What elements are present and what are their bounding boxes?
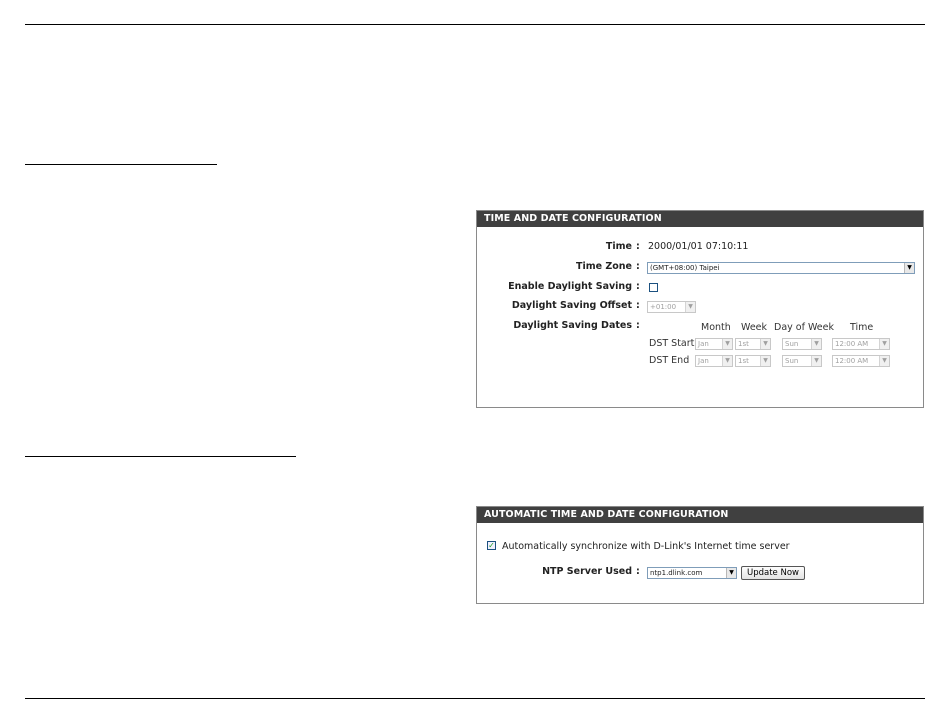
colon: : [636,241,640,252]
dst-end-week-select[interactable] [735,355,771,367]
chevron-down-icon: ▼ [879,339,889,349]
section-heading-underline-1 [25,164,217,165]
timezone-select-value: (GMT+08:00) Taipei [650,264,720,272]
colon: : [636,320,640,331]
chevron-down-icon: ▼ [760,356,770,366]
section-heading-underline-2 [25,456,296,457]
chevron-down-icon: ▼ [726,568,736,578]
chevron-down-icon: ▼ [904,263,914,273]
dst-end-week-value: 1st [738,357,749,365]
checkmark-icon: ✓ [488,541,495,550]
daylight-saving-checkbox[interactable] [649,283,658,292]
chevron-down-icon: ▼ [811,356,821,366]
column-header-month: Month [701,322,731,333]
ntp-server-select[interactable] [647,567,737,579]
daylight-dates-label: Daylight Saving Dates [513,320,632,331]
dst-end-time-value: 12:00 AM [835,357,869,365]
ntp-server-value: ntp1.dlink.com [650,569,703,577]
chevron-down-icon: ▼ [722,356,732,366]
chevron-down-icon: ▼ [685,302,695,312]
dst-start-week-value: 1st [738,340,749,348]
panel-header: AUTOMATIC TIME AND DATE CONFIGURATION [477,507,923,523]
bottom-rule [25,698,925,699]
daylight-offset-label: Daylight Saving Offset [511,300,632,311]
dst-end-month-value: Jan [698,357,709,365]
auto-time-date-config-panel [476,506,924,604]
colon: : [636,300,640,311]
auto-sync-label: Automatically synchronize with D-Link's Internet time server [502,541,790,552]
dst-start-week-select[interactable] [735,338,771,350]
dst-end-time-select[interactable] [832,355,890,367]
time-value: 2000/01/01 07:10:11 [648,241,749,252]
time-label: Time [605,241,632,252]
dst-end-label: DST End [649,355,690,366]
chevron-down-icon: ▼ [879,356,889,366]
chevron-down-icon: ▼ [760,339,770,349]
column-header-week: Week [741,322,768,333]
dst-start-month-select[interactable] [695,338,733,350]
daylight-offset-value: +01:00 [650,303,677,311]
column-header-day-of-week: Day of Week [774,322,834,333]
dst-start-day-value: Sun [785,340,799,348]
timezone-select[interactable] [647,262,915,274]
colon: : [636,261,640,272]
colon: : [636,566,640,577]
dst-end-month-select[interactable] [695,355,733,367]
dst-start-label: DST Start [649,338,695,349]
dst-end-day-value: Sun [785,357,799,365]
chevron-down-icon: ▼ [811,339,821,349]
panel-header: TIME AND DATE CONFIGURATION [477,211,923,227]
column-header-time: Time [850,322,874,333]
ntp-server-label: NTP Server Used [542,566,632,577]
dst-start-time-select[interactable] [832,338,890,350]
dst-end-day-select[interactable] [782,355,822,367]
daylight-saving-label: Enable Daylight Saving [508,281,632,292]
timezone-label: Time Zone [575,261,632,272]
colon: : [636,281,640,292]
top-rule [25,24,925,25]
dst-start-month-value: Jan [698,340,709,348]
dst-start-day-select[interactable] [782,338,822,350]
chevron-down-icon: ▼ [722,339,732,349]
update-now-button[interactable]: Update Now [741,566,805,580]
auto-sync-checkbox[interactable] [487,541,496,550]
dst-start-time-value: 12:00 AM [835,340,869,348]
daylight-offset-select[interactable] [647,301,696,313]
